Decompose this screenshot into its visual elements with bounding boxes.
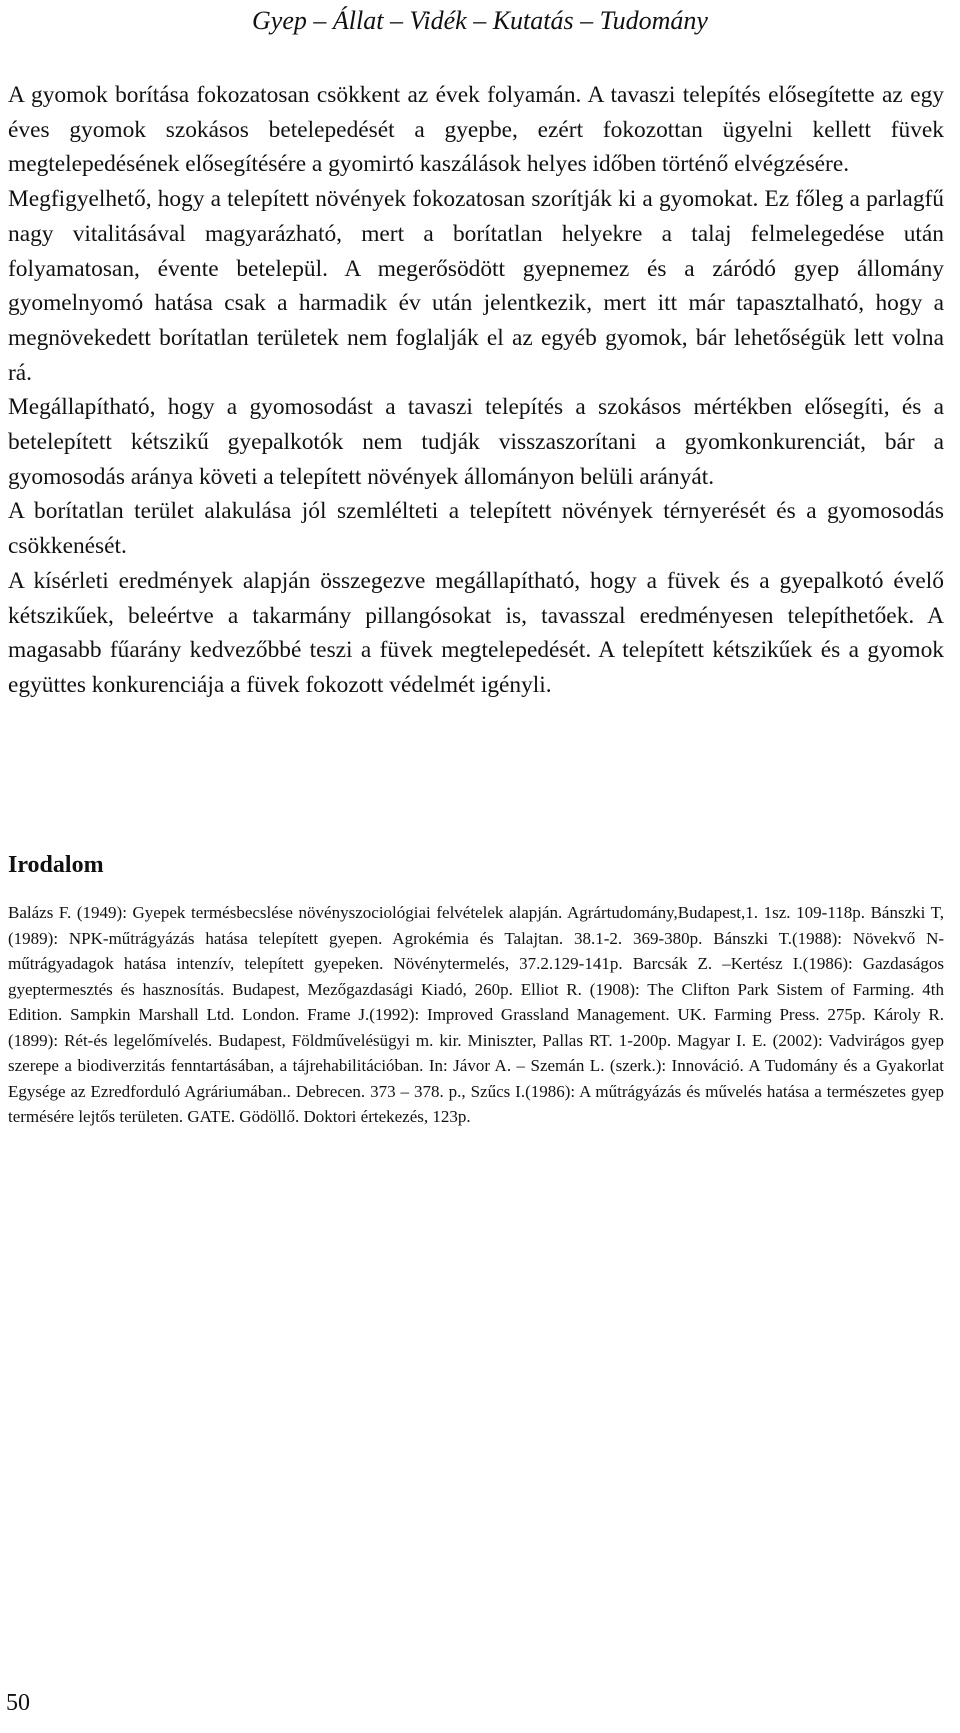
reference-item: Elliot R. (1908): The Clifton Park Sistem of Farming. 4th Edition. Sampkin Marshall Ltd. London. [8,979,945,1024]
references-heading: Irodalom [8,852,104,878]
main-text [8,78,944,703]
reference-item: Balázs F. (1949): Gyepek termésbecslése növényszociológiai felvételek alapján. Agrártudomány,Budapest,1. 1sz. 109-118p. [8,903,865,922]
reference-item: Bánszki T, (1989): NPK-műtrágyázás hatása telepített gyepen. Agrokémia és Talajtan. 38.1-2. 369-380p. [8,903,945,948]
reference-item: Károly R. (1899): Rét-és legelőmívelés. Budapest, Földművelésügyi m. kir. Miniszter, Pallas RT. 1-200p. [8,1005,945,1050]
reference-item: Barcsák Z. –Kertész I.(1986): Gazdaságos gyeptermesztés és hasznosítás. Budapest, Mezőgazdasági Kiadó, 260p. [8,954,944,999]
paragraph: A gyomok borítása fokozatosan csökkent az évek folyamán. A tavaszi telepítés elősegítette az egy éves gyomok szokásos betelepedését a gyepbe, ezért fokozottan ügyelni kellett füvek megtelepedésének elősegítésére a gyomirtó kaszálások helyes időben történő elvégzésére. [8,82,944,178]
reference-item: Magyar I. E. (2002): Vadvirágos gyep szerepe a biodiverzitás fenntartásában, a tájrehabilitációban. In: Jávor A. – Szemán L. (szerk.): Innováció. A Tudomány és a Gyakorlat Egysége az Ezredforduló Agráriumában.. Debrecen. 373 – 378. p., [8,1030,944,1101]
running-header: Gyep – Állat – Vidék – Kutatás – Tudomány [252,6,708,35]
paragraph: A borítatlan terület alakulása jól szemlélteti a telepített növények térnyerését és a gyomosodás csökkenését. [8,498,944,560]
reference-item: Szűcs I.(1986): A műtrágyázás és művelés hatása a természetes gyep termésére lejtős területen. GATE. Gödöllő. Doktori értekezés, 123p. [8,1081,945,1126]
paragraph: Megállapítható, hogy a gyomosodást a tavaszi telepítés a szokásos mértékben elősegíti, és a betelepített kétszikű gyepalkotók nem tudják visszaszorítani a gyomkonkurenciát, bár a gyomosodás aránya követi a telepített növények állományon belüli arányát. [8,394,944,490]
paragraph: Megfigyelhető, hogy a telepített növények fokozatosan szorítják ki a gyomokat. Ez főleg a parlagfű nagy vitalitásával magyarázható, mert a borítatlan helyekre a talaj felmelegedése után folyamatosan, évente betelepül. A megerősödött gyepnemez és a záródó gyep állomány gyomelnyomó hatása csak a harmadik év után jelentkezik, mert itt már tapasztalható, hogy a megnövekedett borítatlan területek nem foglalják el az egyéb gyomok, bár lehetőségük lett volna rá. [8,186,944,386]
reference-item: Bánszki T.(1988): Növekvő N-műtrágyadagok hatása intenzív, telepített gyepeken. Növénytermelés, 37.2.129-141p. [8,928,945,973]
references-list [8,900,944,1130]
reference-item: Frame J.(1992): Improved Grassland Management. UK. Farming Press. 275p. [307,1005,866,1024]
page-number: 50 [6,1690,30,1716]
paragraph: A kísérleti eredmények alapján összegezve megállapítható, hogy a füvek és a gyepalkotó évelő kétszikűek, beleértve a takarmány pillangósokat is, tavasszal eredményesen telepíthetőek. A magasabb fűarány kedvezőbbé teszi a füvek megtelepedését. A telepített kétszikűek és a gyomok együttes konkurenciája a füvek fokozott védelmét igényli. [8,567,944,698]
